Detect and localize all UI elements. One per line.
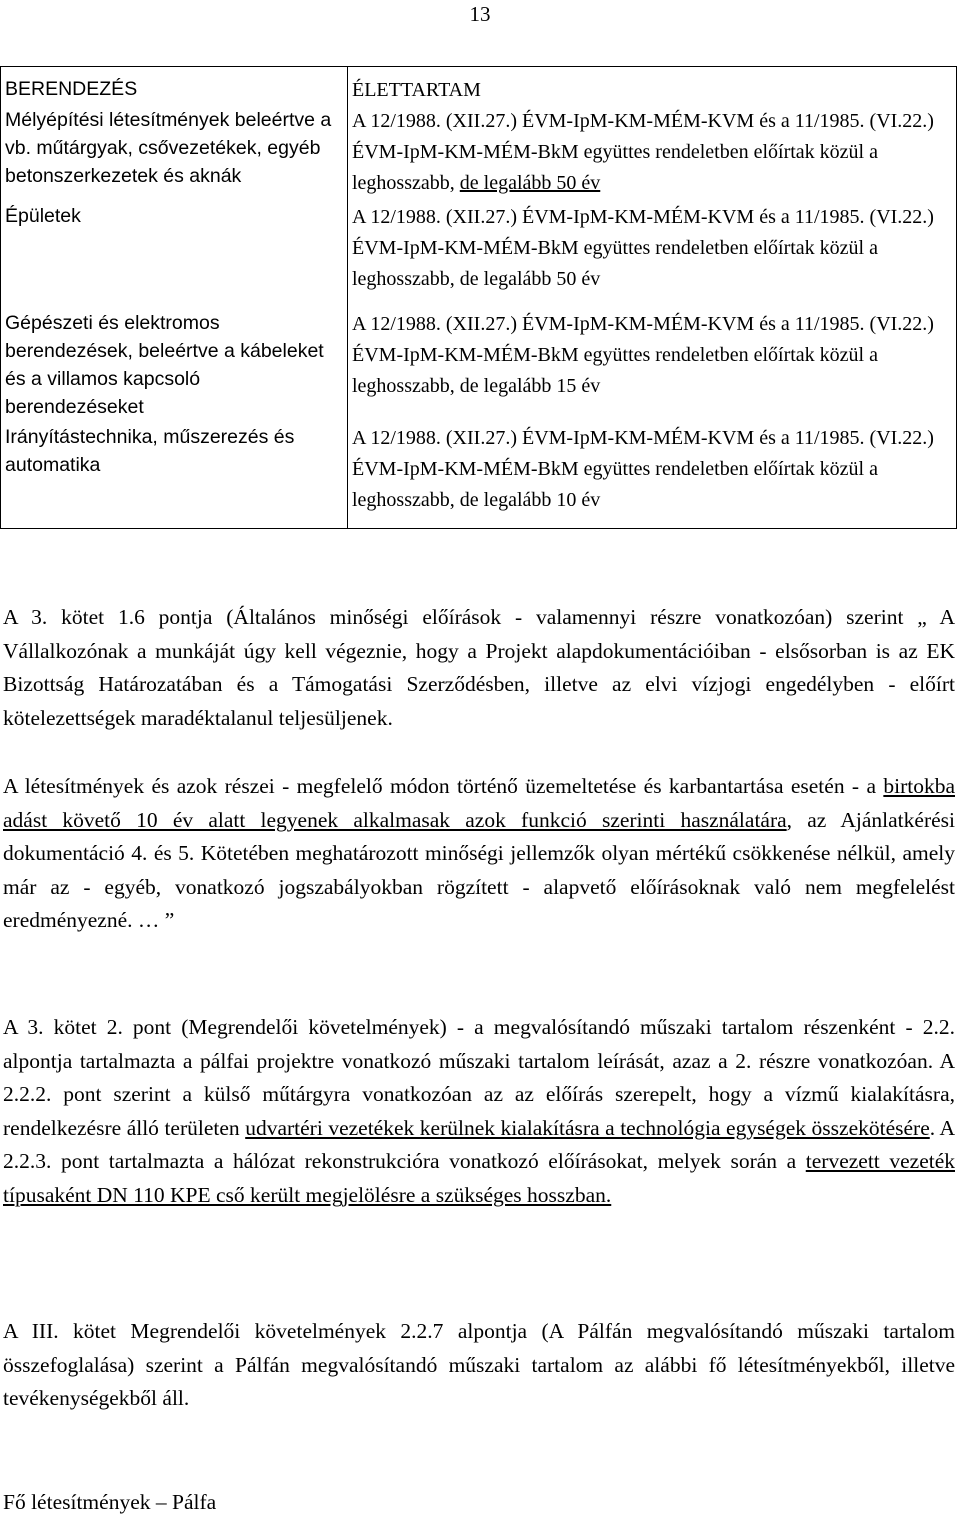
page-number: 13 (469, 2, 491, 26)
paragraph-quality-requirements: A 3. kötet 1.6 pontja (Általános minőségi előírások - valamennyi részre vonatkozóan) szerint „ A Vállalkozónak a munkáját úgy kell végeznie, hogy a Projekt alapdokumentációiban - elsősorban is az EK Bizottság Határozatában és a Támogatási Szerződésben, illetve az elvi vízjogi engedélyben - előírt kötelezettségek maradéktalanul teljesüljenek. (3, 605, 955, 730)
table-row (1, 423, 348, 528)
paragraph-facility-lifetime: A létesítmények és azok részei - megfelelő módon történő üzemeltetése és karbantartása esetén - a birtokba adást követő 10 év alatt legyenek alkalmasak azok funkció szerinti használatára, az Ajánlatkérési dokumentáció 4. és 5. Kötetében meghatározott minőségi jellemzők olyan mértékű csökkenése nélkül, amely már az - egyéb, vonatkozó jogszabályokban rögzített - alapvető előírásoknak való nem megfelelést eredményezné. … ” (3, 774, 955, 933)
row-lifetime-buildings: A 12/1988. (XII.27.) ÉVM-IpM-KM-MÉM-KVM és a 11/1985. (VI.22.) ÉVM-IpM-KM-MÉM-BkM együttes rendeletben előírtak közül a leghosszabb, de legalább 50 év (352, 206, 934, 290)
paragraph-technical-content: A 3. kötet 2. pont (Megrendelői követelmények) - a megvalósítandó műszaki tartalom részenként - 2.2. alpontja tartalmazta a pálfai projektre vonatkozó műszaki tartalom leírását, azaz a 2. részre vonatkozóan. A 2.2.2. pont szerint a külső műtárgyra vonatkozóan az az előírás szerepelt, hogy a vízmű kialakításra, rendelkezésre álló területen udvartéri vezetékek kerülnek kialakításra a technológia egységek összekötésére. A 2.2.3. pont tartalmazta a hálózat rekonstrukcióra vonatkozó előírásokat, melyek során a tervezett vezeték típusaként DN 110 KPE cső került megjelölésre a szükséges hosszban. (3, 1015, 955, 1207)
row-name-buildings: Épületek (5, 205, 81, 227)
row-name-control-automation: Irányítástechnika, műszerezés és automatika (5, 426, 295, 476)
table-row (348, 423, 957, 528)
row-lifetime-civil-structures: A 12/1988. (XII.27.) ÉVM-IpM-KM-MÉM-KVM és a 11/1985. (VI.22.) ÉVM-IpM-KM-MÉM-BkM együttes rendeletben előírtak közül a leghosszabb, de legalább 50 év (352, 110, 934, 194)
section-heading-palfa: Fő létesítmények – Pálfa (3, 1490, 217, 1514)
table-row (348, 199, 957, 307)
table-row (1, 199, 348, 307)
row-lifetime-control-automation: A 12/1988. (XII.27.) ÉVM-IpM-KM-MÉM-KVM és a 11/1985. (VI.22.) ÉVM-IpM-KM-MÉM-BkM együttes rendeletben előírtak közül a leghosszabb, de legalább 10 év (352, 427, 934, 511)
table-row (1, 307, 348, 423)
row-lifetime-mechanical-electrical: A 12/1988. (XII.27.) ÉVM-IpM-KM-MÉM-KVM és a 11/1985. (VI.22.) ÉVM-IpM-KM-MÉM-BkM együttes rendeletben előírtak közül a leghosszabb, de legalább 15 év (352, 313, 934, 397)
table-row (348, 307, 957, 423)
row-name-mechanical-electrical: Gépészeti és elektromos berendezések, beleértve a kábeleket és a villamos kapcsoló berendezéseket (5, 312, 324, 418)
row-name-civil-structures: Mélyépítési létesítmények beleértve a vb. műtárgyak, csővezetékek, egyéb betonszerkezetek és aknák (5, 109, 332, 187)
lifetime-table (0, 66, 957, 529)
table-header-lifetime: ÉLETTARTAM A 12/1988. (XII.27.) ÉVM-IpM-KM-MÉM-KVM és a 11/1985. (VI.22.) ÉVM-IpM-KM-MÉM-BkM együttes rendeletben előírtak közül a leghosszabb, de legalább 50 év (348, 67, 957, 200)
table-header-equipment: BERENDEZÉS Mélyépítési létesítmények beleértve a vb. műtárgyak, csővezetékek, egyéb betonszerkezetek és aknák (1, 67, 348, 200)
paragraph-palfa-summary: A III. kötet Megrendelői követelmények 2.2.7 alpontja (A Pálfán megvalósítandó műszaki tartalom összefoglalása) szerint a Pálfán megvalósítandó műszaki tartalom az alábbi fő létesítményekből, illetve tevékenységekből áll. (3, 1319, 955, 1411)
